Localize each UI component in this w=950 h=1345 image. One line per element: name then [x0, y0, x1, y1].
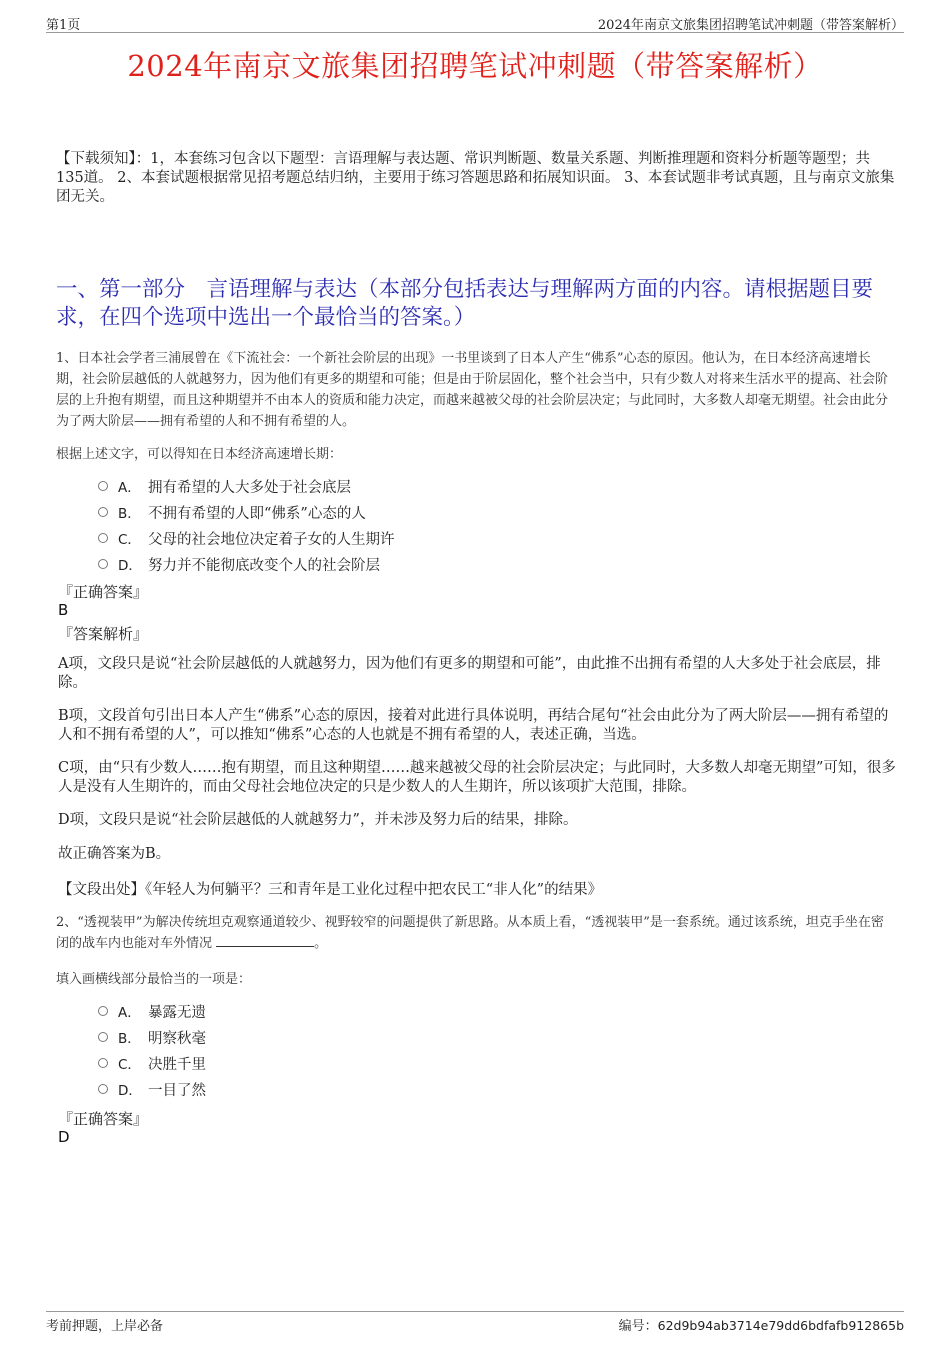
explanation-b: B项，文段首句引出日本人产生“佛系”心态的原因，接着对此进行具体说明，再结合尾句“社会由此分为了两大阶层——拥有希望的人和不拥有希望的人”，可以推知“佛系”心态的人也就是不拥有希望的人，表述正确，当选。: [58, 708, 889, 743]
question-1-option-c[interactable]: [98, 525, 698, 551]
page-footer: [46, 1311, 904, 1332]
question-1-option-a[interactable]: [98, 473, 698, 499]
option-text: 不拥有希望的人即“佛系”心态的人: [148, 505, 366, 522]
page-number: 第1页: [46, 18, 81, 33]
question-2-answer-label: 『正确答案』: [58, 1110, 149, 1128]
document-title: 2024年南京文旅集团招聘笔试冲刺题（带答案解析）: [127, 49, 823, 83]
question-1-option-d[interactable]: [98, 551, 698, 577]
radio-icon[interactable]: [98, 559, 108, 569]
question-1-answer: B: [58, 601, 69, 619]
page-header: [46, 12, 904, 33]
option-text: 拥有希望的人大多处于社会底层: [148, 479, 351, 496]
question-1-prompt: 根据上述文字，可以得知在日本经济高速增长期：: [56, 447, 343, 462]
footer-code: [619, 1315, 904, 1334]
radio-icon[interactable]: [98, 1058, 108, 1068]
footer-slogan: 考前押题，上岸必备: [46, 1319, 164, 1334]
question-2-answer: D: [58, 1128, 70, 1146]
question-1-options: [98, 473, 698, 577]
option-letter: D．: [118, 558, 142, 574]
download-notice: 【下载须知】：1，本套练习包含以下题型：言语理解与表达题、常识判断题、数量关系题、判断推理题和资料分析题等题型；共135道。 2、本套试题根据常见招考题总结归纳，主要用于练习答题思路和拓展知识面。 3、本套试题非考试真题，且与南京文旅集团无关。: [56, 151, 895, 206]
question-1-conclusion: 故正确答案为B。: [58, 846, 171, 862]
radio-icon[interactable]: [98, 1032, 108, 1042]
question-2-stem-end: 。: [314, 936, 328, 952]
question-2-options: [98, 998, 698, 1102]
radio-icon[interactable]: [98, 1006, 108, 1016]
radio-icon[interactable]: [98, 507, 108, 517]
question-1-analysis-label: 『答案解析』: [58, 625, 149, 643]
question-1-answer-label: 『正确答案』: [58, 583, 149, 601]
option-text: 明察秋毫: [148, 1030, 206, 1047]
question-1-option-b[interactable]: [98, 499, 698, 525]
option-text: 暴露无遗: [148, 1004, 206, 1021]
explanation-a: A项，文段只是说“社会阶层越低的人就越努力，因为他们有更多的期望和可能”，由此推不出拥有希望的人大多处于社会底层，排除。: [58, 656, 881, 691]
option-letter: B．: [118, 506, 141, 522]
question-2-option-a[interactable]: [98, 998, 698, 1024]
radio-icon[interactable]: [98, 533, 108, 543]
question-1-stem: 1、日本社会学者三浦展曾在《下流社会：一个新社会阶层的出现》一书里谈到了日本人产生“佛系”心态的原因。他认为，在日本经济高速增长期，社会阶层越低的人就越努力，因为他们有更多的期望和可能；但是由于阶层固化，整个社会当中，只有少数人对将来生活水平的提高、社会阶层的上升抱有期望，而且这种期望并不由本人的资质和能力决定，而越来越被父母的社会阶层决定；与此同时，大多数人却毫无期望。社会由此分为了两大阶层——拥有希望的人和不拥有希望的人。: [56, 351, 889, 430]
option-letter: C．: [118, 1057, 141, 1073]
question-2-prompt: 填入画横线部分最恰当的一项是：: [56, 972, 252, 987]
question-1-source: 【文段出处】《年轻人为何躺平？三和青年是工业化过程中把农民工“非人化”的结果》: [58, 882, 603, 898]
radio-icon[interactable]: [98, 481, 108, 491]
option-text: 努力并不能彻底改变个人的社会阶层: [148, 557, 380, 574]
question-2-stem: [56, 912, 896, 954]
footer-code-label: 编号：: [618, 1319, 658, 1334]
fill-blank-line: [216, 934, 314, 947]
section-title: 一、第一部分 言语理解与表达（本部分包括表达与理解两方面的内容。请根据题目要求，在四个选项中选出一个最恰当的答案。）: [56, 277, 874, 330]
question-2-option-b[interactable]: [98, 1024, 698, 1050]
radio-icon[interactable]: [98, 1084, 108, 1094]
question-2-option-d[interactable]: [98, 1076, 698, 1102]
explanation-c: C项，由“只有少数人……抱有期望，而且这种期望……越来越被父母的社会阶层决定；与此同时，大多数人却毫无期望”可知，很多人是没有人生期许的，而由父母社会地位决定的只是少数人的人生期许，所以该项扩大范围，排除。: [58, 760, 896, 795]
footer-code-value: 62d9b94ab3714e79dd6bdfafb912865b: [657, 1318, 904, 1333]
header-doc-title: 2024年南京文旅集团招聘笔试冲刺题（带答案解析）: [597, 18, 904, 33]
option-letter: B．: [118, 1031, 141, 1047]
option-letter: D．: [118, 1083, 142, 1099]
option-letter: C．: [118, 532, 141, 548]
question-2-stem-text: 2、“透视装甲”为解决传统坦克观察通道较少、视野较窄的问题提供了新思路。从本质上看，“透视装甲”是一套系统。通过该系统，坦克手坐在密闭的战车内也能对车外情况: [56, 915, 884, 952]
option-text: 父母的社会地位决定着子女的人生期许: [148, 531, 395, 548]
question-2-option-c[interactable]: [98, 1050, 698, 1076]
option-text: 决胜千里: [148, 1056, 206, 1073]
explanation-d: D项，文段只是说“社会阶层越低的人就越努力”，并未涉及努力后的结果，排除。: [58, 812, 578, 828]
option-letter: A．: [118, 480, 141, 496]
option-letter: A．: [118, 1005, 141, 1021]
option-text: 一目了然: [148, 1082, 206, 1099]
